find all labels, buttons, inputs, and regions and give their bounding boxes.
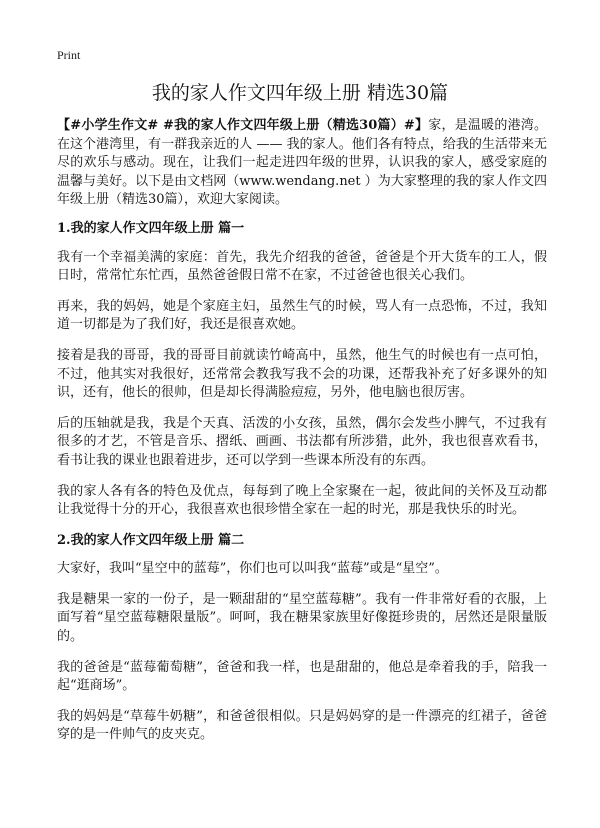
section-2-paragraph: 大家好，我叫“星空中的蓝莓”，你们也可以叫我“蓝莓”或是“星空”。 [57, 561, 448, 577]
section-1-paragraph: 我有一个幸福美满的家庭：首先，我先介绍我的爸爸，爸爸是个开大货车的工人，假日时，常常忙东忙西，虽然爸爸假日常不在家，不过爸爸也很关心我们。 [57, 249, 547, 284]
section-1-paragraph: 接着是我的哥哥，我的哥哥目前就读竹崎高中，虽然，他生气的时候也有一点可怕，不过，他其实对我很好，还常常会教我写我不会的功课，还帮我补充了好多课外的知识，还有，他长的很帅，但是却长得满脸痘痘，另外，他电脑也很厉害。 [57, 347, 547, 401]
intro-text: 家，是温暖的港湾。在这个港湾里，有一群我亲近的人 —— 我的家人。他们各有特点，给我的生活带来无尽的欢乐与感动。现在，让我们一起走进四年级的世界，认识我的家人，感受家庭的温馨与美好。以下是由文档网（www.wendang.net ）为大家整理的我的家人作文四年级上册（精选30篇），欢迎大家阅读。 [57, 118, 547, 208]
document-title: 我的家人作文四年级上册 精选30篇 [151, 82, 449, 104]
section-2-paragraph: 我的妈妈是“草莓牛奶糖”，和爸爸很相似。只是妈妈穿的是一件漂亮的红裙子，爸爸穿的是一件帅气的皮夹克。 [57, 708, 547, 743]
section-heading-2: 2.我的家人作文四年级上册 篇二 [57, 532, 245, 548]
section-1-paragraph: 我的家人各有各的特色及优点，每每到了晚上全家聚在一起，彼此间的关怀及互动都让我觉得十分的开心，我很喜欢也很珍惜全家在一起的时光，那是我快乐的时光。 [57, 483, 547, 518]
section-2-paragraph: 我是糖果一家的一份子，是一颗甜甜的“星空蓝莓糖”。我有一件非常好看的衣服，上面写着“星空蓝莓糖限量版”。呵呵，我在糖果家族里好像挺珍贵的，居然还是限量版的。 [57, 591, 547, 645]
intro-tag: 【#小学生作文# #我的家人作文四年级上册（精选30篇）#】 [57, 118, 429, 133]
intro-paragraph [57, 117, 547, 210]
section-heading-1: 1.我的家人作文四年级上册 篇一 [57, 220, 245, 236]
article-body [57, 117, 547, 757]
print-label: Print [57, 48, 81, 62]
section-1-paragraph: 再来，我的妈妈，她是个家庭主妇，虽然生气的时候，骂人有一点恐怖，不过，我知道一切都是为了我们好，我还是很喜欢她。 [57, 298, 547, 333]
section-2-paragraph: 我的爸爸是“蓝莓葡萄糖”，爸爸和我一样，也是甜甜的，他总是牵着我的手，陪我一起“逛商场”。 [57, 659, 547, 694]
section-1-paragraph: 后的压轴就是我，我是个天真、活泼的小女孩，虽然，偶尔会发些小脾气，不过我有很多的才艺，不管是音乐、摺纸、画画、书法都有所涉猎，此外，我也很喜欢看书，看书让我的课业也跟着进步，还可以学到一些课本所没有的东西。 [57, 415, 547, 468]
